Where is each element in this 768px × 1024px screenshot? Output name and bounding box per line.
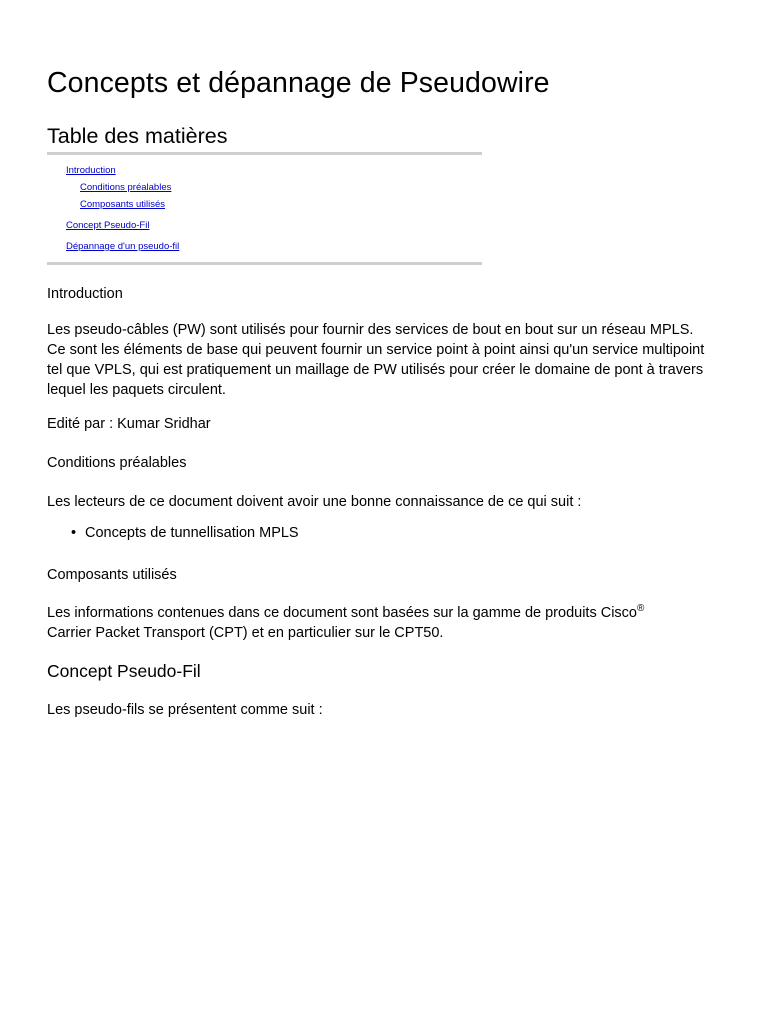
toc-top-divider — [47, 152, 482, 155]
intro-heading: Introduction — [47, 286, 123, 302]
list-item — [71, 525, 299, 541]
prerequisites-heading: Conditions préalables — [47, 455, 187, 471]
toc-bottom-divider — [47, 262, 482, 265]
toc-link-pseudowire-concept[interactable]: Concept Pseudo-Fil — [66, 220, 150, 231]
intro-paragraph: Les pseudo-câbles (PW) sont utilisés pour fournir des services de bout en bout sur un réseau MPLS. Ce sont les éléments de base qui peuvent fournir un service point à point ainsi qu'un service multipoint tel que VPLS, qui est pratiquement un maillage de PW utilisés pour créer le domaine de pont à travers lequel les paquets circulent. — [47, 322, 705, 398]
toc-link-introduction[interactable]: Introduction — [66, 165, 116, 176]
registered-mark: ® — [637, 603, 645, 614]
components-text-part1: Les informations contenues dans ce document sont basées sur la gamme de produits Cisco — [47, 605, 637, 621]
prerequisites-paragraph: Les lecteurs de ce document doivent avoir une bonne connaissance de ce qui suit : — [47, 494, 582, 510]
editor-line: Edité par : Kumar Sridhar — [47, 416, 211, 432]
concept-paragraph: Les pseudo-fils se présentent comme suit : — [47, 702, 323, 718]
concept-heading: Concept Pseudo-Fil — [47, 661, 201, 681]
components-text-part2: Carrier Packet Transport (CPT) et en particulier sur le CPT50. — [47, 625, 444, 641]
toc-heading: Table des matières — [47, 124, 228, 148]
toc-link-components[interactable]: Composants utilisés — [80, 199, 166, 210]
components-paragraph — [47, 603, 707, 643]
page-title: Concepts et dépannage de Pseudowire — [47, 67, 550, 99]
toc-link-troubleshooting[interactable]: Dépannage d'un pseudo-fil — [66, 241, 180, 252]
toc-link-prerequisites[interactable]: Conditions préalables — [80, 182, 172, 193]
components-heading: Composants utilisés — [47, 567, 177, 583]
bullet-text: Concepts de tunnellisation MPLS — [85, 525, 299, 541]
bullet-dot: • — [71, 525, 77, 541]
